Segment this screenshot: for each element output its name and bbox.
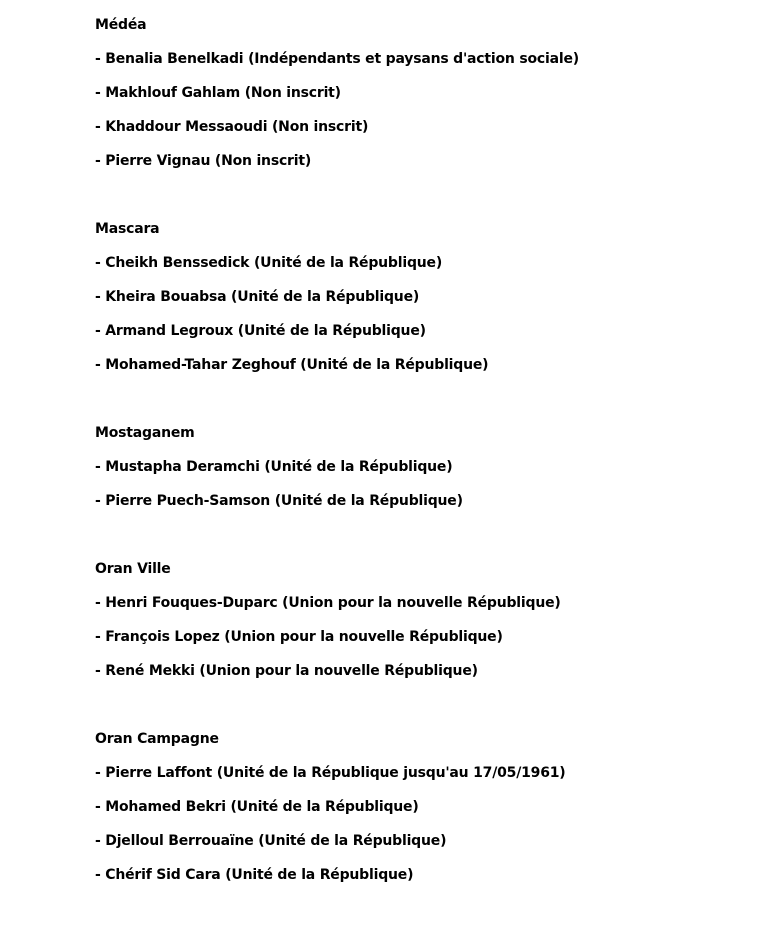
section-title: Oran Ville xyxy=(95,561,171,577)
list-item: - Djelloul Berrouaïne (Unité de la République) xyxy=(95,833,447,849)
section-title: Oran Campagne xyxy=(95,731,219,747)
list-item: - Mohamed Bekri (Unité de la République) xyxy=(95,799,419,815)
list-item: - Henri Fouques-Duparc (Union pour la nouvelle République) xyxy=(95,595,561,611)
list-item: - Pierre Puech-Samson (Unité de la République) xyxy=(95,493,463,509)
section-title: Mostaganem xyxy=(95,425,195,441)
section-oran-campagne xyxy=(95,731,757,901)
list-item: - Armand Legroux (Unité de la République) xyxy=(95,323,426,339)
list-item: - Benalia Benelkadi (Indépendants et paysans d'action sociale) xyxy=(95,51,579,67)
list-item: - François Lopez (Union pour la nouvelle République) xyxy=(95,629,503,645)
list-item: - René Mekki (Union pour la nouvelle République) xyxy=(95,663,478,679)
list-item: - Mustapha Deramchi (Unité de la République) xyxy=(95,459,453,475)
section-mascara xyxy=(95,221,757,391)
section-oran-ville xyxy=(95,561,757,697)
list-item: - Kheira Bouabsa (Unité de la République) xyxy=(95,289,420,305)
section-mostaganem xyxy=(95,425,757,527)
section-title: Mascara xyxy=(95,221,160,237)
list-item: - Pierre Laffont (Unité de la République jusqu'au 17/05/1961) xyxy=(95,765,566,781)
list-item: - Makhlouf Gahlam (Non inscrit) xyxy=(95,85,341,101)
list-item: - Chérif Sid Cara (Unité de la République) xyxy=(95,867,414,883)
list-item: - Mohamed-Tahar Zeghouf (Unité de la République) xyxy=(95,357,489,373)
section-title: Médéa xyxy=(95,17,147,33)
list-item: - Pierre Vignau (Non inscrit) xyxy=(95,153,312,169)
list-item: - Cheikh Benssedick (Unité de la République) xyxy=(95,255,443,271)
section-medea xyxy=(95,17,757,187)
list-item: - Khaddour Messaoudi (Non inscrit) xyxy=(95,119,369,135)
